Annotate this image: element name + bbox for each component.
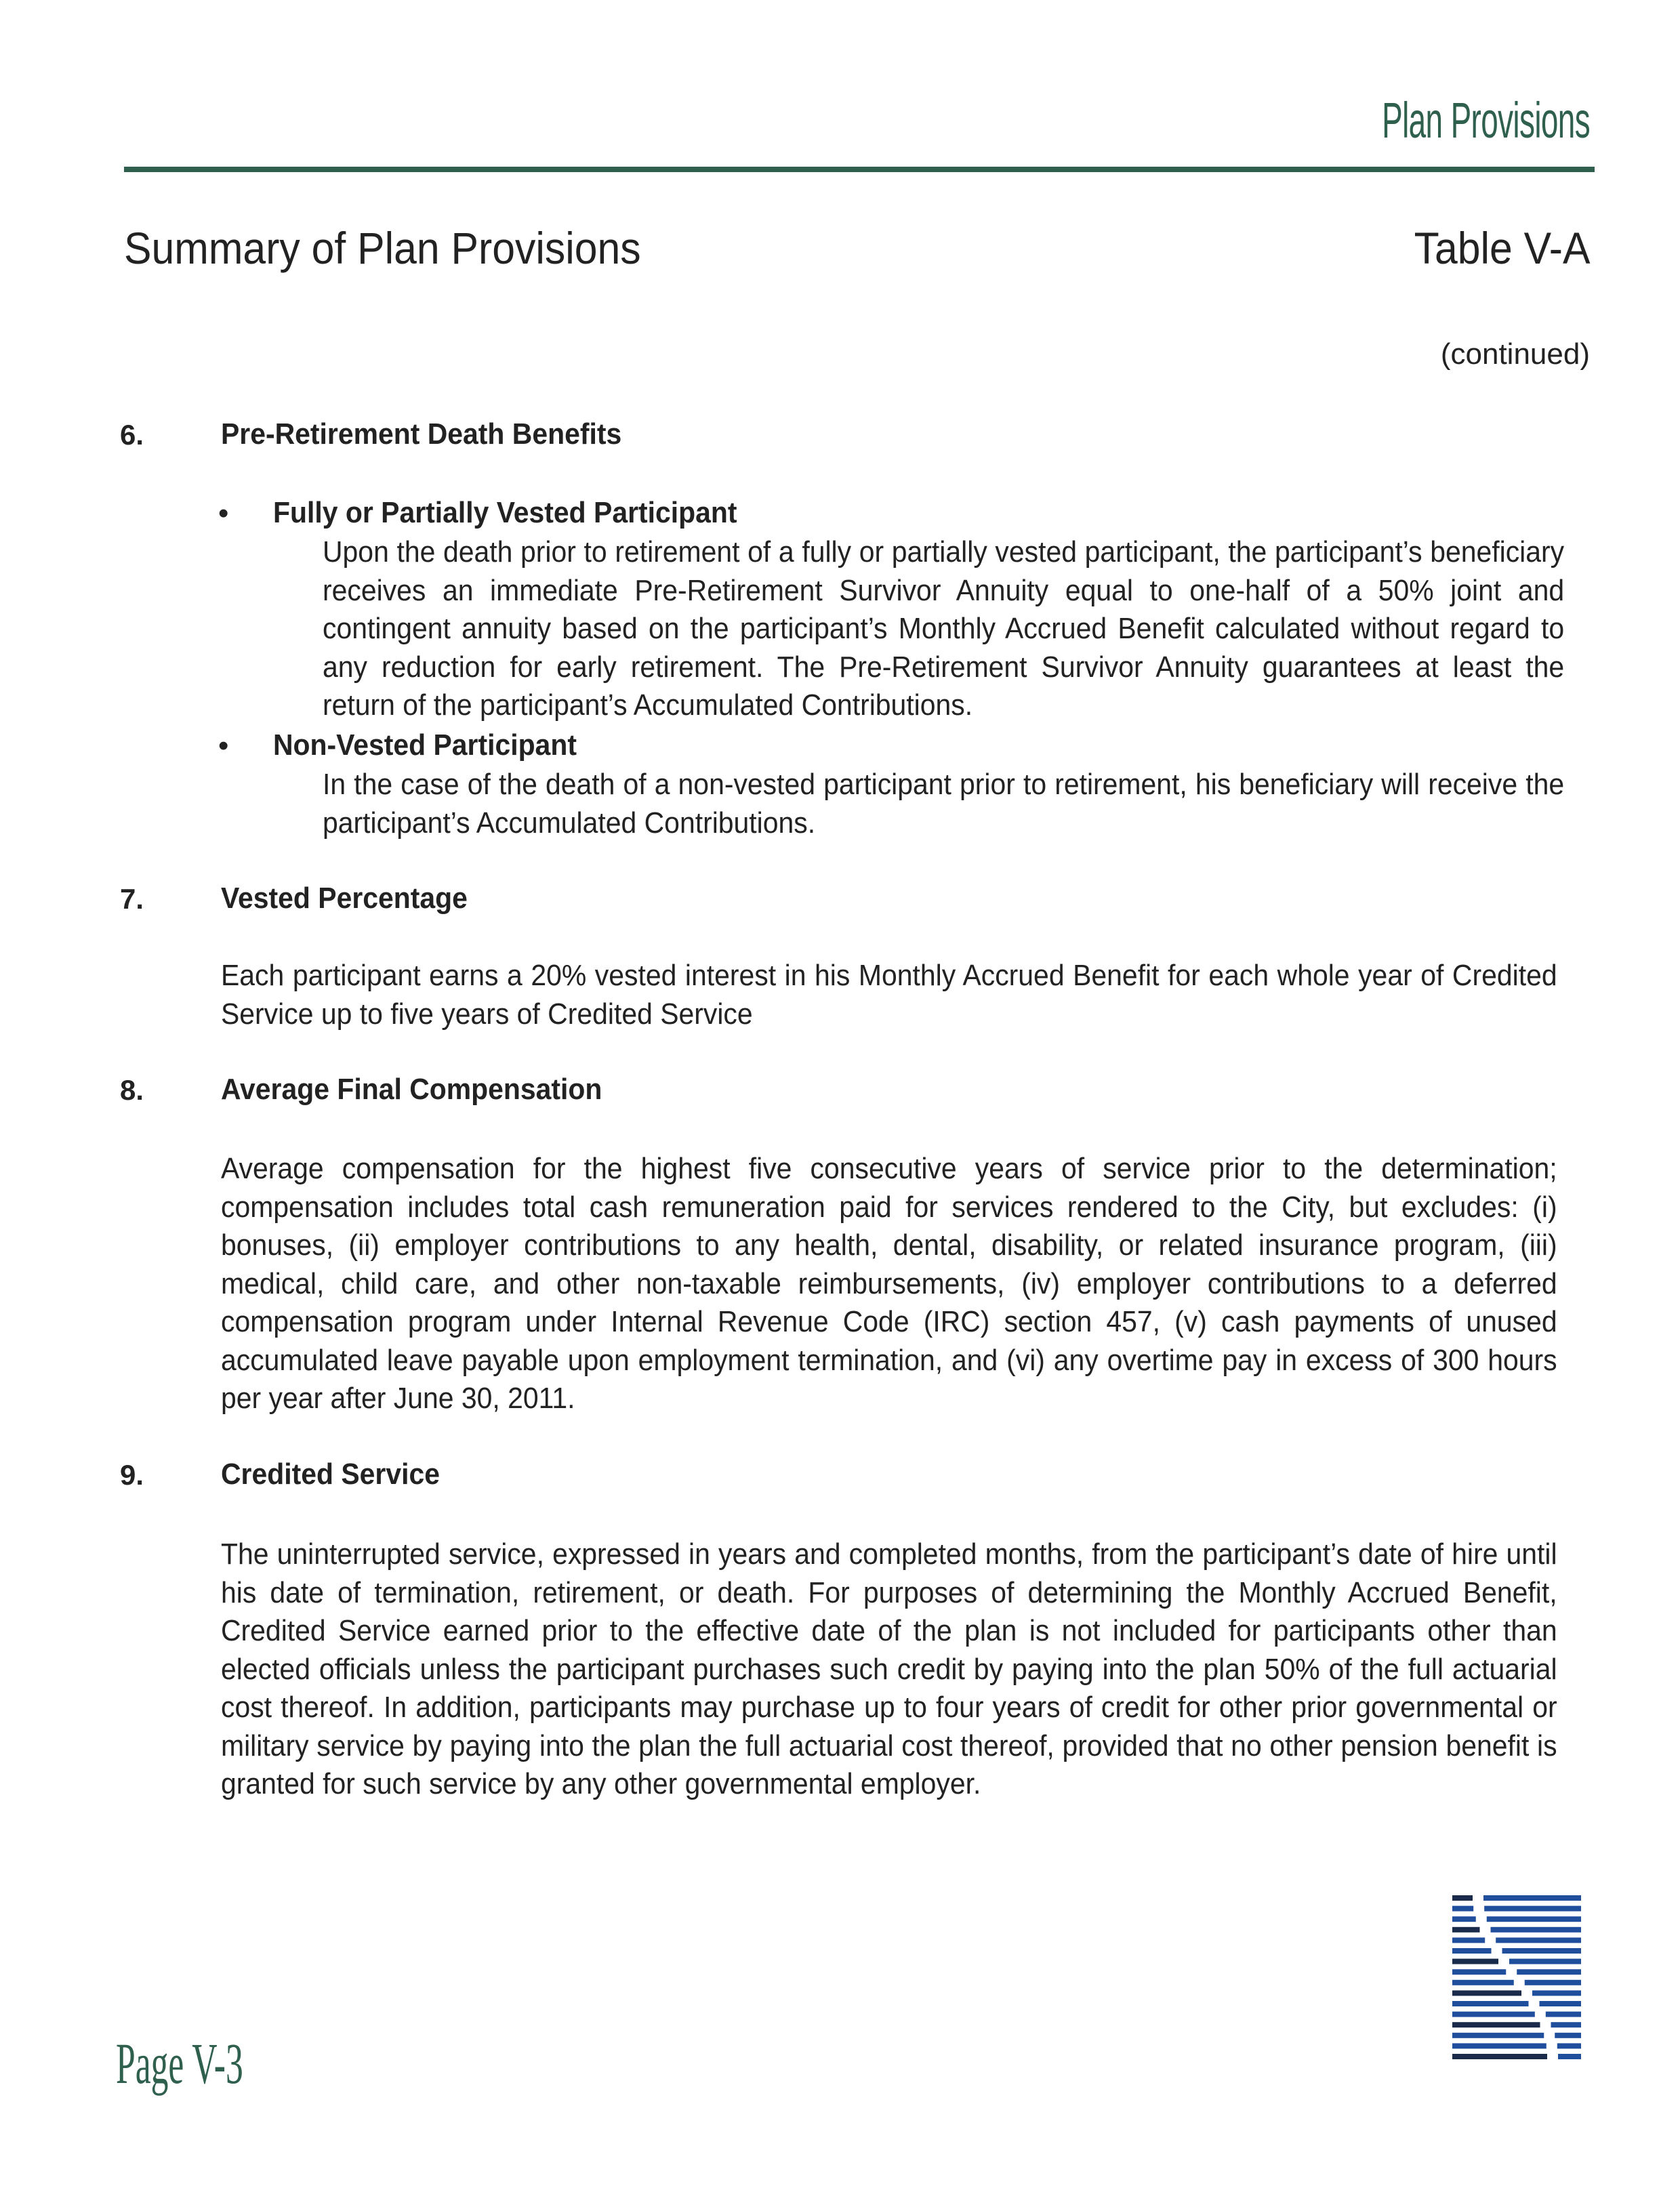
running-header-title: Plan Provisions [1382,92,1590,148]
striped-s-logo-icon [1452,1893,1581,2063]
section-number: 9. [120,1459,144,1491]
logo-stripe [1517,1969,1581,1975]
logo-stripe [1452,1916,1476,1922]
logo-stripe [1555,2033,1581,2038]
logo-stripe [1509,1959,1581,1964]
logo-stripe [1496,1937,1581,1943]
logo-stripe [1452,2001,1529,2006]
logo-stripe [1452,1895,1473,1901]
section-title: Pre-Retirement Death Benefits [221,417,622,451]
page-number: Page V-3 [116,2031,243,2096]
logo-stripe [1452,1937,1485,1943]
logo-stripe [1452,1927,1480,1933]
header-divider [124,167,1595,172]
section-title: Vested Percentage [221,882,468,915]
bullet-heading: Fully or Partially Vested Participant [273,496,737,529]
logo-stripe [1452,2054,1547,2059]
logo-stripe [1452,1980,1514,1985]
bullet-text: In the case of the death of a non-vested participant prior to retirement, his beneficiary will receive the participant’s Accumulated Contributions. [323,768,1565,840]
section-text: Each participant earns a 20% vested interest in his Monthly Accrued Benefit for each whole year of Credited Service up to five years of Credited Service [221,959,1557,1031]
bullet-icon: • [218,497,229,530]
logo-stripe [1546,2012,1581,2017]
logo-stripe [1452,1969,1506,1975]
section-text: The uninterrupted service, expressed in years and completed months, from the participant’s date of hire until his date of termination, retirement, or death. For purposes of determining the Monthly Accrued Benefit, Credited Service earned prior to the effective date of the plan is not included for participants other than elected officials unless the participant purchases such credit by paying into the plan 50% of the full actuarial cost thereof. In addition, participants may purchase up to four years of credit for other prior governmental or military service by paying into the plan the full actuarial cost thereof, provided that no other pension benefit is granted for such service by any other governmental employer. [221,1537,1557,1800]
logo-stripe [1557,2043,1581,2048]
section-number: 7. [120,883,144,915]
logo-stripe [1452,1990,1521,1996]
logo-stripe [1540,2001,1582,2006]
logo-stripe [1558,2054,1581,2059]
table-label: Table V-A [1414,223,1590,273]
logo-stripe [1452,1959,1498,1964]
section-text: Average compensation for the highest five consecutive years of service prior to the determination; compensation includes total cash remuneration paid for services rendered to the City, but excludes: (i) bonuses, (ii) employer contributions to any health, dental, disability, or related insurance program, (iii) medical, child care, and other non-taxable reimbursements, (iv) employer contributions to a deferred compensation program under Internal Revenue Code (IRC) section 457, (v) cash payments of unused accumulated leave payable upon employment termination, and (vi) any overtime pay in excess of 300 hours per year after June 30, 2011. [221,1152,1557,1415]
logo-stripe [1452,2022,1540,2027]
continued-note: (continued) [1440,337,1590,371]
logo-stripe [1484,1906,1581,1912]
section-title: Average Final Compensation [221,1073,602,1106]
logo-stripe [1452,2033,1544,2038]
logo-stripe [1502,1948,1582,1954]
logo-stripe [1483,1895,1581,1901]
logo-stripe [1491,1927,1581,1933]
logo-stripe [1452,1948,1492,1954]
logo-stripe [1551,2022,1581,2027]
section-number: 6. [120,419,144,451]
section-title: Credited Service [221,1458,440,1491]
logo-stripe [1525,1980,1581,1985]
logo-stripe [1452,1906,1473,1912]
logo-stripe [1532,1990,1581,1996]
logo-stripe [1452,2043,1546,2048]
section-number: 8. [120,1074,144,1106]
logo-stripe [1452,2012,1535,2017]
logo-stripe [1487,1916,1581,1922]
document-title: Summary of Plan Provisions [124,223,641,273]
bullet-heading: Non-Vested Participant [273,728,577,762]
bullet-text: Upon the death prior to retirement of a fully or partially vested participant, the participant’s beneficiary receives an immediate Pre-Retirement Survivor Annuity equal to one-half of a 50% joint and contingent annuity based on the participant’s Monthly Accrued Benefit calculated without regard to any reduction for early retirement. The Pre-Retirement Survivor Annuity guarantees at least the return of the participant’s Accumulated Contributions. [323,535,1565,722]
bullet-icon: • [218,729,229,762]
